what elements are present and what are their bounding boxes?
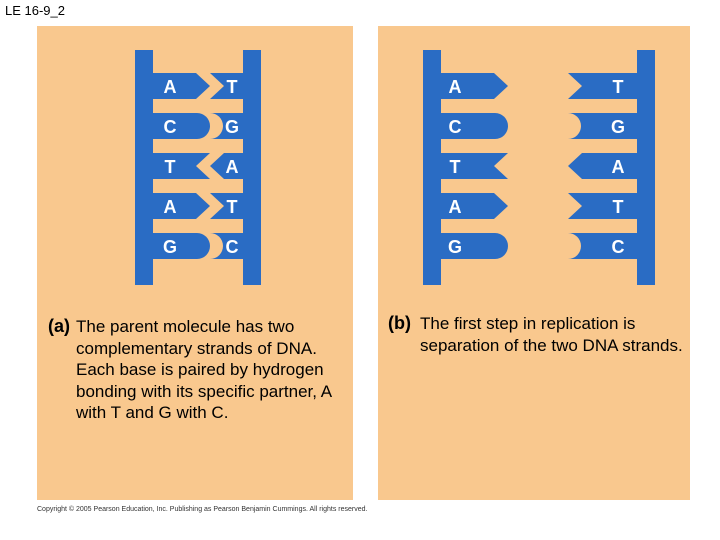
right-base-letter: T [612,197,624,217]
caption-b-label: (b) [388,313,411,333]
left-base-letter: A [163,77,177,97]
right-base-letter: A [225,157,239,177]
left-base [151,73,210,99]
right-base-letter: A [611,157,625,177]
right-backbone [637,50,655,285]
left-base [151,193,210,219]
left-base-letter: C [448,117,462,137]
left-base-letter: T [164,157,176,177]
left-base-letter: T [449,157,461,177]
dna-parent-molecule [135,50,261,285]
left-base-letter: C [163,117,177,137]
left-backbone [135,50,153,285]
right-base-letter: G [610,117,626,137]
left-base [151,153,210,179]
left-base [151,233,210,259]
right-base-letter: T [226,77,238,97]
left-base [151,113,210,139]
slide-title: LE 16-9_2 [5,3,65,18]
left-base-letter: G [447,237,463,257]
left-backbone [423,50,441,285]
caption-b-text: The first step in replication is separation of the two DNA strands. [420,314,683,355]
caption-b [388,313,688,356]
left-base-letter: A [448,197,462,217]
right-base [568,193,639,219]
copyright-notice: Copyright © 2005 Pearson Education, Inc. Publishing as Pearson Benjamin Cummings. All rights reserved. [37,506,368,513]
dna-separated-strands [423,50,655,285]
caption-a [48,316,348,424]
right-base [568,73,639,99]
caption-a-text: The parent molecule has two complementary strands of DNA. Each base is paired by hydrogen bonding with its specific partner, A with T and G with C. [76,317,332,422]
right-base-letter: G [224,117,240,137]
left-base-letter: A [163,197,177,217]
caption-a-label: (a) [48,316,70,336]
right-base-letter: C [225,237,239,257]
right-base [568,153,639,179]
right-base-letter: T [612,77,624,97]
right-base-letter: C [611,237,625,257]
right-base [568,233,639,259]
left-base-letter: G [162,237,178,257]
right-base-letter: T [226,197,238,217]
left-base-letter: A [448,77,462,97]
right-backbone [243,50,261,285]
right-base [568,113,639,139]
